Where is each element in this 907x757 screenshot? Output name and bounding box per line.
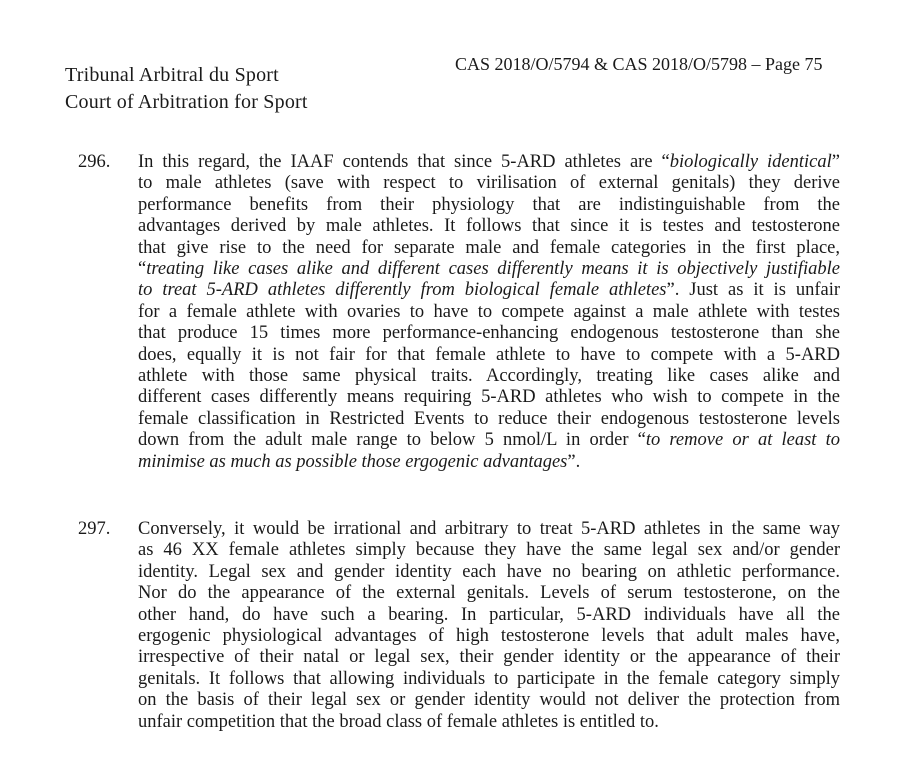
line-text: irrespective of their natal or legal sex, their gender identity or the appearance of their	[138, 647, 840, 668]
text-line	[138, 323, 840, 344]
line-text: Nor do the appearance of the external genitals. Levels of serum testosterone, on the	[138, 583, 840, 604]
line-text: does, equally it is not fair for that female athlete to have to compete with a 5-ARD	[138, 344, 840, 365]
text-line	[138, 409, 840, 430]
text-line	[138, 195, 840, 216]
line-text: down from the adult male range to below 5 nmol/L in order “	[138, 430, 646, 451]
line-text: ”	[831, 152, 840, 172]
line-text: advantages derived by male athletes. It follows that since it is testes and testosterone	[138, 216, 840, 237]
line-text: genitals. It follows that allowing individuals to participate in the female category simply	[138, 668, 840, 689]
line-text: Conversely, it would be irrational and arbitrary to treat 5-ARD athletes in the same way	[138, 519, 840, 539]
text-line	[138, 216, 840, 237]
line-text: “	[138, 259, 147, 280]
text-line	[138, 302, 840, 323]
line-text: ergogenic physiological advantages of high testosterone levels that adult males have,	[138, 626, 840, 647]
line-text: unfair competition that the broad class of female athletes is entitled to.	[138, 711, 659, 732]
line-text: identity. Legal sex and gender identity each have no bearing on athletic performance.	[138, 561, 840, 582]
paragraph-body	[138, 152, 840, 473]
quoted-text: treating like cases alike and different cases differently means it is objectively justifiable	[146, 259, 840, 280]
court-name-english: Court of Arbitration for Sport	[65, 91, 308, 113]
quoted-text: biologically identical	[669, 152, 832, 172]
text-line	[138, 583, 840, 604]
line-text: different cases differently means requiring 5-ARD athletes who wish to compete in the	[138, 387, 840, 408]
line-text: In this regard, the IAAF contends that since 5-ARD athletes are “	[138, 152, 670, 172]
quoted-text: to remove or at least to	[645, 430, 840, 451]
text-line	[138, 387, 840, 408]
line-text: ”.	[567, 451, 581, 472]
text-line	[138, 366, 840, 387]
text-line	[138, 152, 840, 173]
text-line	[138, 712, 840, 733]
text-line	[138, 540, 840, 561]
text-line	[138, 647, 840, 668]
court-name-french: Tribunal Arbitral du Sport	[65, 64, 279, 86]
text-line	[138, 259, 840, 280]
text-line	[138, 669, 840, 690]
court-name-header	[65, 62, 308, 116]
line-text: that produce 15 times more performance-enhancing endogenous testosterone than she	[138, 323, 840, 344]
line-text: on the basis of their legal sex or gender identity would not deliver the protection from	[138, 690, 840, 711]
text-line	[138, 345, 840, 366]
line-text: performance benefits from their physiology that are indistinguishable from the	[138, 194, 840, 215]
quoted-text: to treat 5-ARD athletes differently from biological female athletes	[138, 280, 667, 301]
quoted-text: minimise as much as possible those ergogenic advantages	[138, 451, 568, 472]
text-line	[138, 605, 840, 626]
text-line	[138, 238, 840, 259]
text-line	[138, 562, 840, 583]
line-text: athlete with those same physical traits. Accordingly, treating like cases alike and	[138, 366, 840, 387]
line-text: to male athletes (save with respect to virilisation of external genitals) they derive	[138, 173, 840, 194]
line-text: ”. Just as it is unfair	[666, 280, 841, 301]
line-text: as 46 XX female athletes simply because they have the same legal sex and/or gender	[138, 540, 840, 561]
line-text: that give rise to the need for separate male and female categories in the first place,	[138, 237, 840, 258]
line-text: female classification in Restricted Events to reduce their endogenous testosterone levels	[138, 408, 840, 429]
text-line	[138, 280, 840, 301]
text-line	[138, 430, 840, 451]
paragraph-number: 296.	[78, 152, 111, 172]
paragraph-number: 297.	[78, 519, 111, 539]
line-text: other hand, do have such a bearing. In particular, 5-ARD individuals have all the	[138, 604, 840, 625]
line-text: for a female athlete with ovaries to have to compete against a male athlete with testes	[138, 301, 840, 322]
text-line	[138, 519, 840, 540]
paragraph-body	[138, 519, 840, 733]
text-line	[138, 173, 840, 194]
text-line	[138, 452, 840, 473]
text-line	[138, 626, 840, 647]
text-line	[138, 690, 840, 711]
case-reference: CAS 2018/O/5794 & CAS 2018/O/5798 – Page 75	[455, 54, 823, 74]
